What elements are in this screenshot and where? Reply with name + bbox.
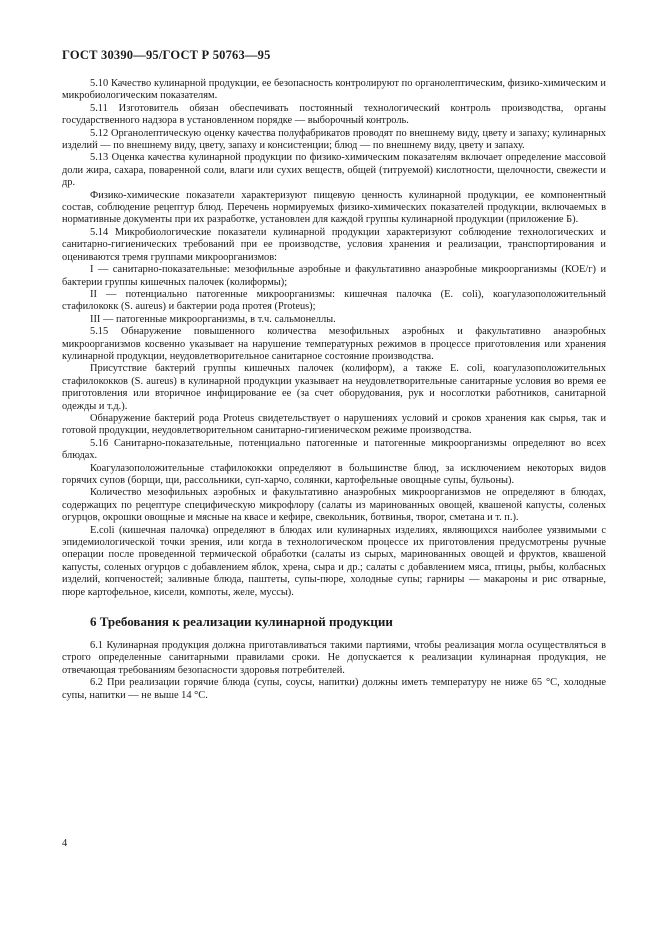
paragraph: Присутствие бактерий группы кишечных палочек (колиформ), а также E. coli, коагулазоположительных стафилококков (S. aureus) в кулинарной продукции указывает на неудовлетворительные санитарные условия во время ее приготовления или вторичное инфицирование ее (за счет оборудования, рук и носоглотки работников, санитарной одежды и т.д.). — [62, 363, 606, 412]
section-title: 6 Требования к реализации кулинарной продукции — [90, 614, 393, 630]
paragraph: 5.13 Оценка качества кулинарной продукции по физико-химическим показателям включает определение массовой доли жира, сахара, поваренной соли, влаги или сухих веществ, общей (титруемой) кислотности, щелочности, свежести и др. — [62, 152, 606, 189]
document-header: ГОСТ 30390—95/ГОСТ Р 50763—95 — [62, 48, 271, 62]
paragraph: Количество мезофильных аэробных и факультативно анаэробных микроорганизмов не определяют в блюдах, содержащих по рецептуре специфическую микрофлору (салаты из маринованных овощей, квашеной капусты, соленых огурцов, окрошки овощные и мясные на квасе и кефире, свекольник, ботвинья, творог, сметана и т. п.). — [62, 487, 606, 524]
paragraph: 5.11 Изготовитель обязан обеспечивать постоянный технологический контроль производства, органы государственного надзора в установленном порядке — выборочный контроль. — [62, 102, 606, 127]
paragraph: 5.14 Микробиологические показатели кулинарной продукции характеризуют соблюдение технологических и санитарно-гигиенических требований при ее производстве, условия хранения и реализации, транспортирования и оцениваются тремя группами микроорганизмов: — [62, 226, 606, 263]
paragraph: Физико-химические показатели характеризуют пищевую ценность кулинарной продукции, ее компонентный состав, соблюдение рецептур блюд. Перечень нормируемых физико-химических показателей продукции, включаемых в нормативные документы при их разработке, установлен для каждой группы кулинарной продукции (приложение Б). — [62, 189, 606, 226]
paragraph: 5.10 Качество кулинарной продукции, ее безопасность контролируют по органолептическим, физико-химическим и микробиологическим показателям. — [62, 78, 606, 102]
paragraph: 5.15 Обнаружение повышенного количества мезофильных аэробных и факультативно анаэробных микроорганизмов косвенно указывает на нарушение температурных режимов в процессе приготовления или хранения кулинарной продукции, неудовлетворительное санитарное состояние производства. — [62, 326, 606, 362]
paragraph: 6.1 Кулинарная продукция должна приготавливаться такими партиями, чтобы реализация могла осуществляться в строго определенные санитарными правилами сроки. Не допускается к реализации кулинарная продукция, не отвечающая требованиям безопасности здоровья потребителей. — [62, 640, 606, 676]
paragraph: Обнаружение бактерий рода Proteus свидетельствует о нарушениях условий и сроков хранения как сырья, так и готовой продукции, неудовлетворительном санитарно-гигиеническом режиме производства. — [62, 412, 606, 437]
paragraph: 6.2 При реализации горячие блюда (супы, соусы, напитки) должны иметь температуру не ниже 65 °С, холодные супы, напитки — не выше 14 °С. — [62, 677, 606, 701]
document-body — [62, 78, 606, 702]
paragraph: I — санитарно-показательные: мезофильные аэробные и факультативно анаэробные микроорганизмы (КОЕ/г) и бактерии группы кишечных палочек (колиформы); — [62, 264, 606, 288]
paragraph: Коагулазоположительные стафилококки определяют в большинстве блюд, за исключением некоторых видов горячих супов (борщи, щи, рассольники, суп-харчо, солянки, картофельные овощные супы, бульоны). — [62, 462, 606, 486]
paragraph: III — патогенные микроорганизмы, в т.ч. сальмонеллы. — [90, 313, 336, 325]
paragraph: E.coli (кишечная палочка) определяют в блюдах или кулинарных изделиях, являющихся наиболее уязвимыми с эпидемиологической точки зрения, или когда в технологическом процессе их приготовления предусмотрены ручные операции после проведенной термической обработки (салаты из сырых, маринованных овощей и фруктов, квашеной капусты, соленых огурцов с добавлением яблок, хрена, сыра и др.; салаты с добавлением мяса, птицы, рыбы, колбасных изделий, копченостей; заливные блюда, паштеты, супы-пюре, холодные супы; гарниры — макароны и рис отварные, пюре картофельное, кисели, компоты, желе, муссы). — [62, 524, 606, 598]
paragraph: II — потенциально патогенные микроорганизмы: кишечная палочка (E. coli), коагулазоположительный стафилококк (S. aureus) и бактерии рода протея (Proteus); — [62, 288, 606, 313]
paragraph: 5.12 Органолептическую оценку качества полуфабрикатов проводят по внешнему виду, цвету и запаху; кулинарных изделий — по внешнему виду, цвету, запаху и консистенции; блюд — по внешнему виду, цвету и запаху. — [62, 127, 606, 152]
paragraph: 5.16 Санитарно-показательные, потенциально патогенные и патогенные микроорганизмы определяют во всех блюдах. — [62, 437, 606, 462]
page-number: 4 — [62, 838, 68, 849]
